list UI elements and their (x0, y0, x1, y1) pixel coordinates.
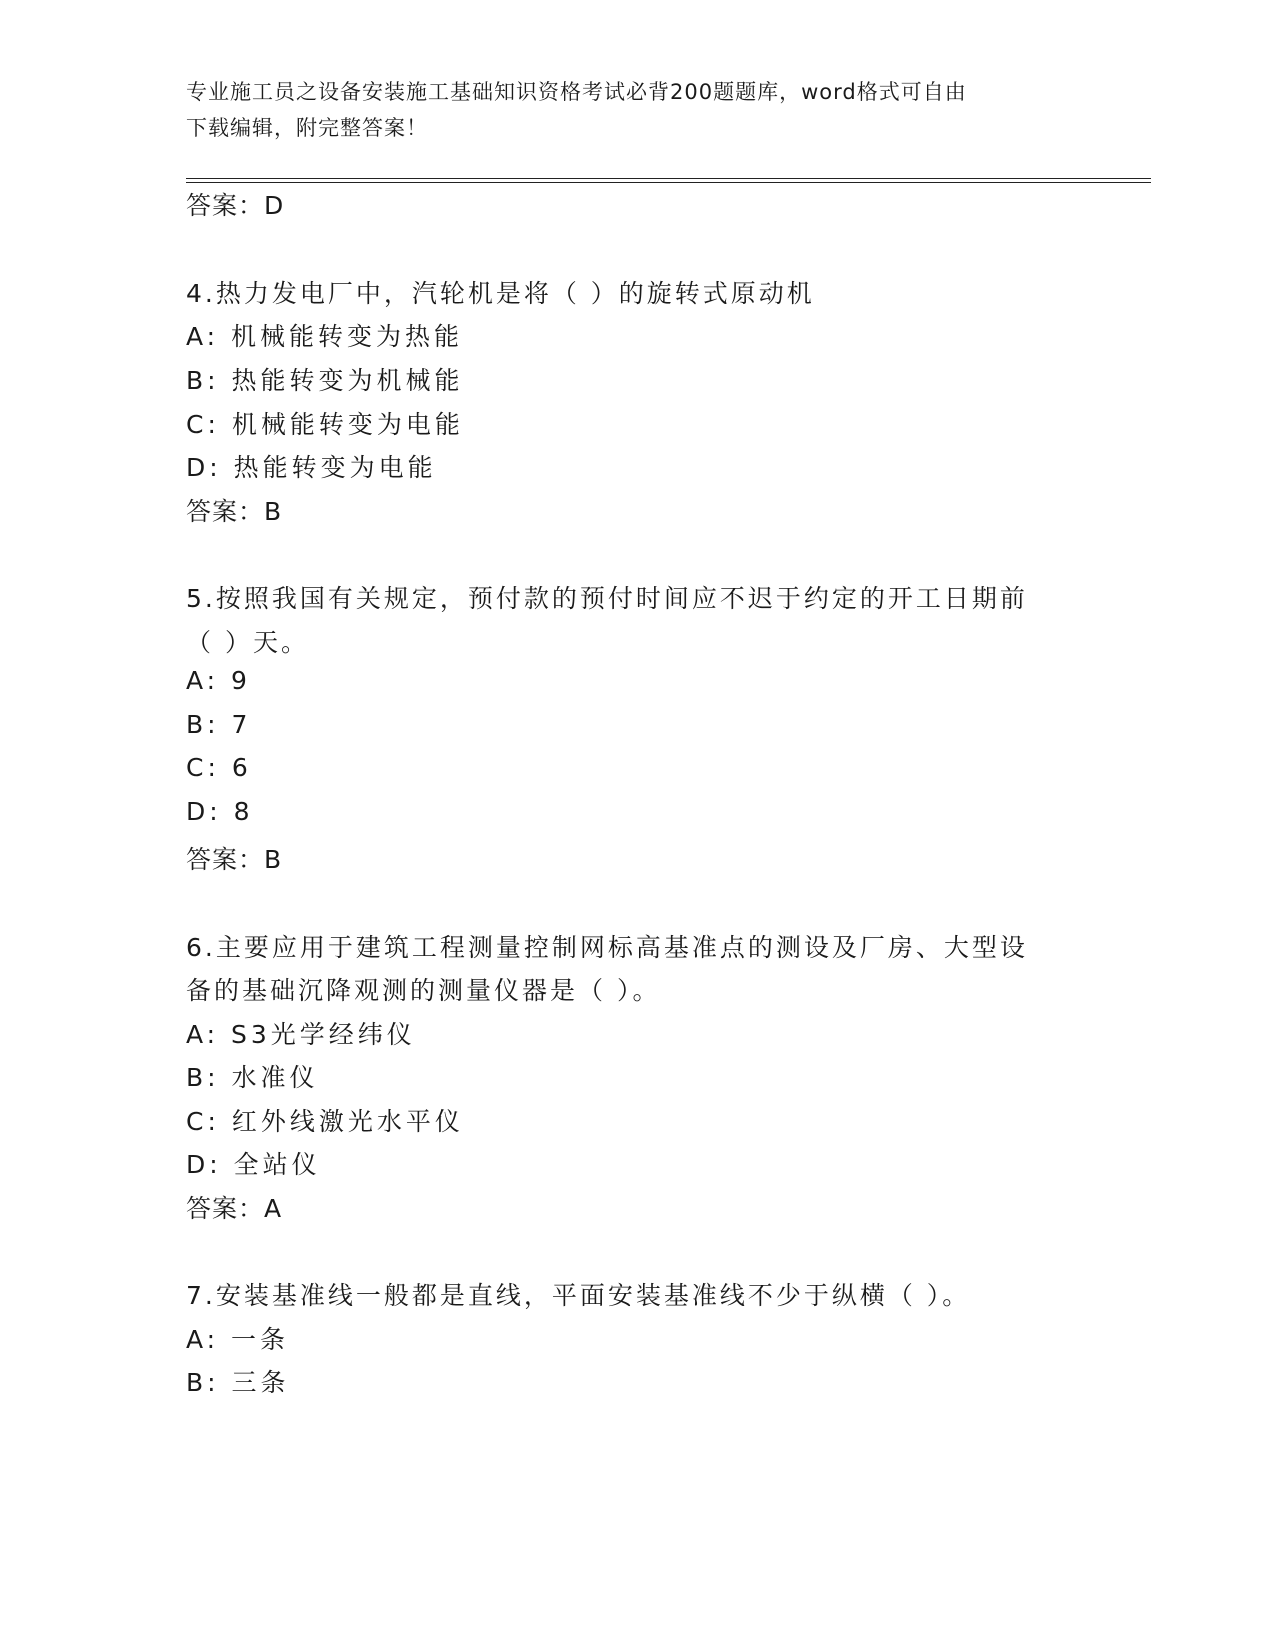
question-5-option-b: B: 7 (186, 710, 252, 739)
question-5-stem-line-2: （ ）天。 (186, 628, 309, 657)
question-4-option-a: A: 机械能转变为热能 (186, 322, 464, 351)
question-5-option-d: D: 8 (186, 797, 254, 826)
previous-answer: 答案：D (186, 191, 285, 220)
header-line-2: 下载编辑，附完整答案！ (186, 116, 428, 140)
question-6-option-d: D: 全站仪 (186, 1150, 321, 1179)
question-6-stem-line-2: 备的基础沉降观测的测量仪器是（ ）。 (186, 976, 661, 1005)
header-rule-bottom (186, 182, 1151, 183)
question-7-option-a: A: 一条 (186, 1325, 290, 1354)
header-rule-top (186, 178, 1151, 179)
question-4-option-b: B: 热能转变为机械能 (186, 366, 464, 395)
question-4-answer: 答案：B (186, 497, 283, 526)
question-5-answer: 答案：B (186, 845, 283, 874)
question-4-option-d: D: 热能转变为电能 (186, 453, 437, 482)
document-header (186, 74, 1046, 146)
question-7-option-b: B: 三条 (186, 1368, 290, 1397)
question-4-option-c: C: 机械能转变为电能 (186, 410, 464, 439)
question-5-option-a: A: 9 (186, 666, 251, 695)
question-4-stem: 4.热力发电厂中，汽轮机是将（ ）的旋转式原动机 (186, 279, 815, 308)
question-5-option-c: C: 6 (186, 753, 252, 782)
question-6-option-b: B: 水准仪 (186, 1063, 319, 1092)
question-6-option-c: C: 红外线激光水平仪 (186, 1107, 464, 1136)
question-7-stem: 7.安装基准线一般都是直线，平面安装基准线不少于纵横（ ）。 (186, 1281, 971, 1310)
question-5-stem-line-1: 5.按照我国有关规定，预付款的预付时间应不迟于约定的开工日期前 (186, 584, 1028, 613)
question-6-option-a: A: S3光学经纬仪 (186, 1020, 416, 1049)
question-6-stem-line-1: 6.主要应用于建筑工程测量控制网标高基准点的测设及厂房、大型设 (186, 933, 1028, 962)
header-line-1: 专业施工员之设备安装施工基础知识资格考试必背200题题库，word格式可自由 (186, 80, 967, 104)
question-6-answer: 答案：A (186, 1194, 283, 1223)
